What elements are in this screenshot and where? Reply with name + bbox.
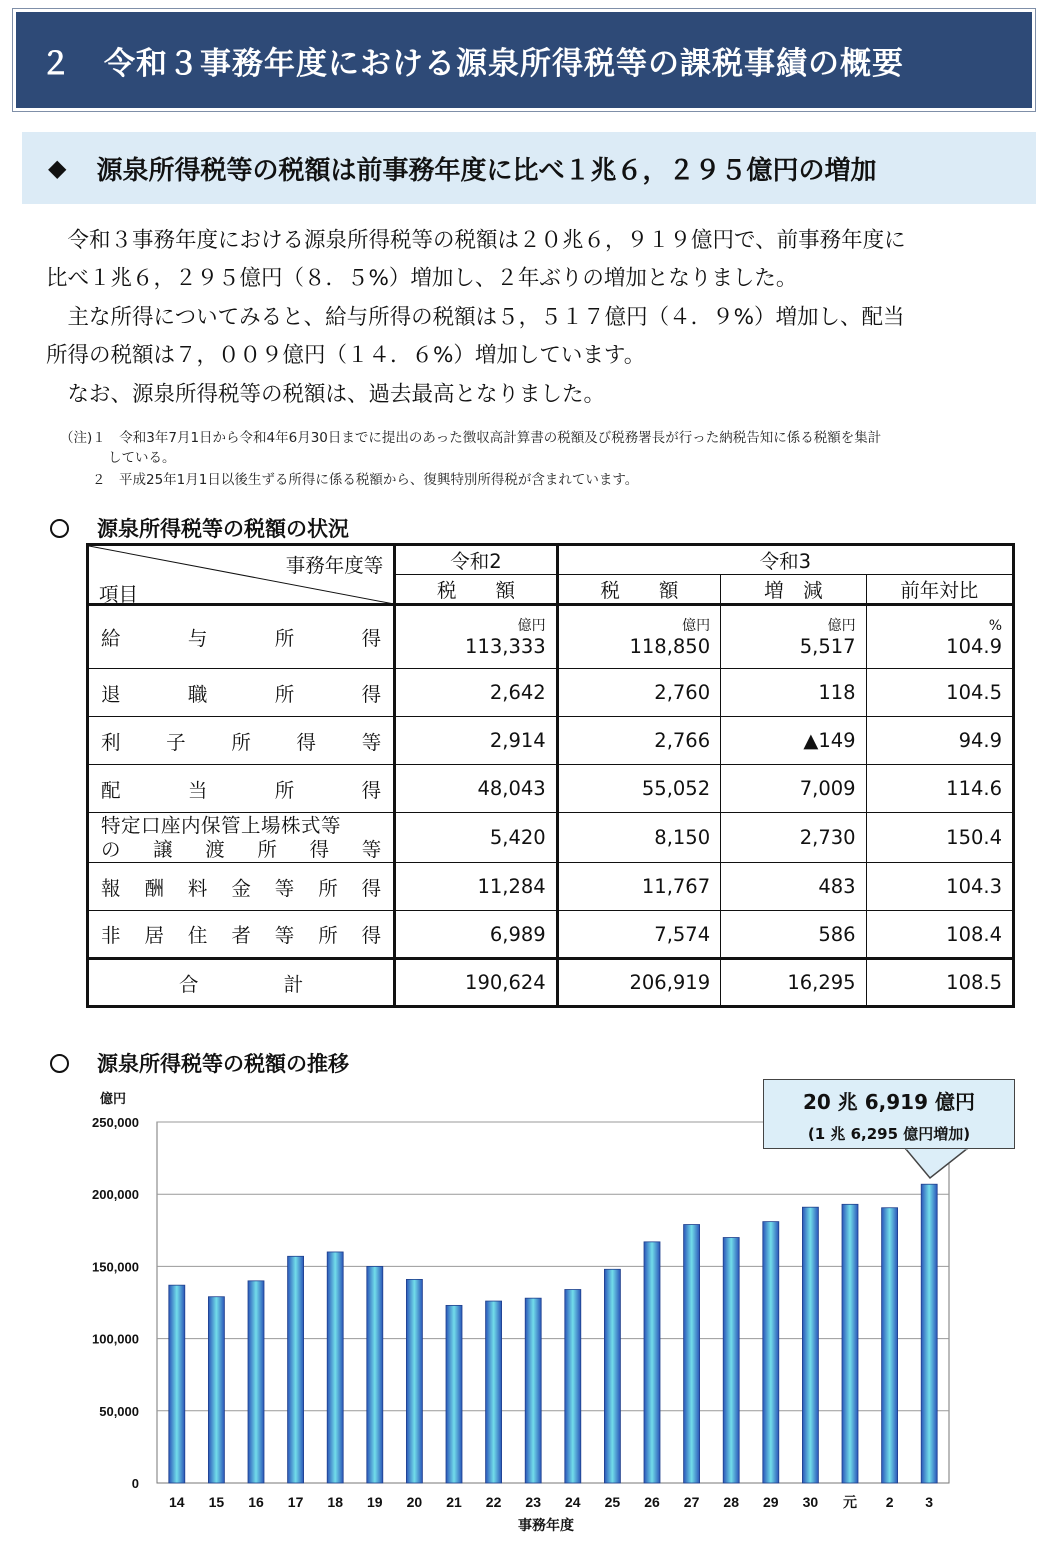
row-label-cell	[88, 717, 395, 765]
x-tick-label: 30	[802, 1494, 819, 1510]
value-cell	[395, 911, 557, 959]
unit-label: %	[988, 617, 1002, 634]
value-cell	[721, 669, 866, 717]
note-2: ２ 平成25年1月1日以後生ずる所得に係る税額から、復興特別所得税が含まれています。	[92, 472, 639, 488]
x-tick-label: 21	[446, 1494, 462, 1510]
row-label-char: 等	[361, 730, 382, 754]
table-row	[88, 813, 1014, 863]
value: 5,420	[489, 826, 546, 849]
y-tick-label: 250,000	[92, 1115, 139, 1130]
unit-label: 億円	[827, 617, 856, 634]
value: 104.9	[946, 634, 1002, 658]
value-cell	[866, 669, 1013, 717]
value: 11,767	[641, 875, 711, 898]
x-tick-label: 3	[925, 1494, 934, 1510]
x-tick-label: 27	[683, 1494, 700, 1510]
row-label-char: 職	[187, 682, 208, 706]
value: 2,914	[489, 729, 546, 752]
row-label-char: 配	[101, 778, 121, 802]
body-line-4: 所得の税額は７，００９億円（１４．６%）増加しています。	[46, 343, 646, 368]
row-label-char: 所	[231, 730, 251, 754]
row-label-line1: 特定口座内保管上場株式等	[101, 813, 342, 837]
unit-label: 億円	[682, 617, 711, 634]
value: 104.5	[946, 681, 1002, 704]
row-label-char: 合	[179, 972, 199, 996]
row-label	[101, 623, 381, 651]
body-line-1: 令和３事務年度における源泉所得税等の税額は２０兆６，９１９億円で、前事務年度に	[46, 228, 906, 253]
value: 7,574	[654, 922, 711, 946]
value-cell	[395, 669, 557, 717]
x-tick-label: 29	[763, 1494, 779, 1510]
table-row	[88, 605, 1014, 669]
row-label-char: 退	[101, 682, 121, 706]
x-tick-label: 28	[723, 1494, 739, 1510]
table-row	[88, 911, 1014, 959]
row-label	[179, 969, 303, 997]
bar	[763, 1222, 779, 1483]
banner-background	[16, 12, 1032, 108]
y-tick-label: 100,000	[92, 1331, 139, 1347]
row-label-char: 非	[101, 924, 121, 947]
row-label-char: 計	[283, 972, 304, 996]
header-reiwa2: 令和2	[395, 545, 557, 575]
header-ratio: 前年対比	[866, 575, 1013, 605]
value: 190,624	[465, 971, 546, 994]
row-label-char: 等	[361, 837, 382, 861]
row-label-cell	[88, 765, 395, 813]
bar	[446, 1305, 462, 1483]
body-line-3: 主な所得についてみると、給与所得の税額は５，５１７億円（４．９%）増加し、配当	[46, 305, 905, 330]
value-cell	[721, 813, 866, 863]
header-item: 項目	[99, 583, 139, 606]
bar	[882, 1208, 898, 1483]
row-label	[101, 679, 381, 707]
headline-text: 源泉所得税等の税額は前事務年度に比べ１兆６，２９５億円の増加	[96, 155, 877, 186]
value-cell	[721, 717, 866, 765]
header-r2-tax: 税 額	[395, 575, 557, 605]
unit-label: 億円	[517, 617, 546, 634]
value-cell	[395, 717, 557, 765]
value-cell	[866, 605, 1013, 669]
table-section-title	[50, 513, 349, 543]
bar	[723, 1238, 739, 1483]
value: 150.4	[946, 826, 1002, 849]
x-tick-label: 24	[565, 1494, 581, 1510]
row-label-char: 者	[231, 924, 251, 947]
x-tick-label: 17	[287, 1494, 304, 1510]
row-label	[101, 873, 381, 901]
value-cell	[721, 863, 866, 911]
value-cell	[557, 717, 720, 765]
x-tick-label: 元	[843, 1494, 857, 1510]
row-label-char: 子	[166, 730, 186, 754]
row-label-cell	[88, 605, 395, 669]
table-row	[88, 765, 1014, 813]
bar	[644, 1242, 660, 1483]
header-reiwa3: 令和3	[557, 545, 1013, 575]
y-tick-label: 200,000	[92, 1187, 139, 1203]
bar	[406, 1279, 422, 1483]
row-label-char: 報	[101, 876, 121, 900]
diamond-icon: ◆	[48, 154, 67, 182]
header-fiscal-year: 事務年度等	[285, 554, 384, 577]
total-label-cell	[88, 959, 395, 1007]
bar	[486, 1301, 502, 1483]
bar	[208, 1297, 224, 1483]
row-label-char: 与	[187, 627, 208, 650]
x-tick-label: 22	[485, 1494, 502, 1510]
value-cell	[866, 959, 1013, 1007]
value: 2,642	[489, 681, 546, 704]
row-label-char: 給	[101, 627, 121, 650]
value-cell	[557, 959, 720, 1007]
plot-area	[157, 1122, 949, 1483]
body-line-2: 比べ１兆６，２９５億円（８．５%）増加し、２年ぶりの増加となりました。	[46, 266, 798, 291]
bar	[802, 1207, 818, 1483]
row-label-char: 料	[187, 876, 208, 900]
x-tick-label: 2	[885, 1494, 894, 1510]
y-tick-label: 0	[131, 1476, 139, 1491]
x-tick-label: 16	[248, 1494, 264, 1510]
row-label-char: 利	[101, 730, 121, 754]
x-tick-label: 23	[525, 1494, 541, 1510]
row-label-char: 等	[274, 876, 295, 900]
bar	[604, 1269, 620, 1483]
value-cell	[395, 813, 557, 863]
bar	[367, 1266, 383, 1483]
row-label-char: 酬	[144, 876, 164, 900]
row-label-char: 得	[296, 730, 317, 754]
x-tick-label: 19	[367, 1494, 383, 1510]
section-banner	[12, 8, 1036, 112]
row-label-char: 所	[318, 876, 338, 900]
value: ▲149	[803, 729, 856, 752]
row-label-char: 所	[274, 778, 295, 802]
banner-title: ２ 令和３事務年度における源泉所得税等の課税事績の概要	[40, 45, 904, 82]
table-row	[88, 717, 1014, 765]
row-label-char: 得	[361, 627, 382, 650]
value-cell	[866, 717, 1013, 765]
x-tick-label: 25	[604, 1494, 621, 1510]
value-cell	[395, 605, 557, 669]
row-label-char: 得	[361, 876, 382, 900]
value: 118	[818, 681, 856, 704]
y-axis-unit: 億円	[99, 1092, 126, 1107]
callout-box	[763, 1079, 1015, 1149]
row-label	[101, 838, 381, 862]
table-row	[88, 863, 1014, 911]
callout-main: 20 兆 6,919 億円	[803, 1090, 975, 1114]
value-cell	[395, 863, 557, 911]
value-cell	[557, 813, 720, 863]
value: 5,517	[799, 634, 856, 658]
row-label-char: 当	[187, 778, 208, 802]
row-label-char: 所	[257, 837, 277, 861]
row-label-char: 所	[318, 924, 338, 947]
value-cell	[721, 911, 866, 959]
row-label	[101, 727, 381, 755]
row-label-char: 渡	[205, 837, 225, 861]
value: 113,333	[465, 634, 546, 658]
row-label-char: 居	[144, 924, 164, 947]
header-change: 増 減	[721, 575, 866, 605]
value-cell	[866, 813, 1013, 863]
value: 2,766	[654, 729, 711, 752]
row-label-char: 等	[274, 924, 295, 947]
row-label-char: 得	[361, 682, 382, 706]
value: 2,730	[799, 826, 856, 849]
row-label-char: 所	[274, 627, 295, 650]
row-label-char: 金	[231, 876, 251, 900]
body-line-5: なお、源泉所得税等の税額は、過去最高となりました。	[46, 382, 606, 407]
value-cell	[557, 911, 720, 959]
value-cell	[721, 959, 866, 1007]
value: 7,009	[799, 777, 856, 800]
value: 104.3	[946, 875, 1002, 898]
bar	[288, 1256, 304, 1483]
row-label	[101, 775, 381, 803]
table-row	[88, 669, 1014, 717]
value: 586	[818, 922, 856, 946]
table-title: 源泉所得税等の税額の状況	[97, 517, 349, 541]
row-label-char: 得	[361, 924, 382, 947]
bar	[169, 1285, 185, 1483]
table-body	[88, 605, 1014, 1007]
value-cell	[721, 765, 866, 813]
note-1-cont: している。	[108, 450, 176, 466]
row-label-char: の	[101, 837, 121, 861]
note-1: （注)１ 令和3年7月1日から令和4年6月30日までに提出のあった徴収高計算書の税額及び税務署長が行った納税告知に係る税額を集計	[60, 430, 882, 446]
row-label-char: 住	[187, 924, 208, 947]
chart-title: 源泉所得税等の税額の推移	[97, 1052, 349, 1076]
y-tick-label: 50,000	[99, 1403, 139, 1419]
x-tick-label: 14	[169, 1494, 185, 1510]
bar	[248, 1281, 264, 1483]
circle-icon	[50, 519, 69, 538]
x-tick-label: 18	[327, 1494, 343, 1510]
value-cell	[866, 863, 1013, 911]
tax-table	[86, 543, 1015, 1008]
value: 2,760	[654, 681, 711, 704]
bar	[327, 1252, 343, 1483]
header-r3-tax: 税 額	[557, 575, 720, 605]
value: 16,295	[787, 971, 856, 994]
header-diagonal-cell	[88, 545, 395, 605]
value: 206,919	[629, 971, 711, 994]
row-label-char: 所	[274, 682, 295, 706]
headline-box	[22, 132, 1036, 204]
value: 11,284	[477, 875, 546, 898]
row-label-char: 得	[361, 778, 382, 802]
value-cell	[557, 765, 720, 813]
x-tick-label: 26	[644, 1494, 660, 1510]
bar	[842, 1204, 858, 1483]
value: 48,043	[477, 777, 546, 800]
value-cell	[557, 669, 720, 717]
y-tick-label: 150,000	[92, 1259, 139, 1275]
value: 8,150	[654, 826, 711, 849]
value: 483	[818, 875, 856, 898]
value: 114.6	[946, 777, 1002, 800]
value: 6,989	[489, 922, 546, 946]
row-label-cell	[88, 813, 395, 863]
value-cell	[721, 605, 866, 669]
value: 108.5	[946, 971, 1002, 994]
value-cell	[395, 959, 557, 1007]
row-label-char: 得	[309, 837, 330, 861]
value: 108.4	[946, 922, 1002, 946]
value: 118,850	[629, 634, 711, 658]
bar	[921, 1184, 937, 1483]
bar	[525, 1298, 541, 1483]
row-label	[101, 920, 381, 948]
row-label-cell	[88, 863, 395, 911]
value-cell	[557, 863, 720, 911]
value: 94.9	[958, 729, 1002, 752]
row-label-char: 譲	[153, 837, 173, 861]
row-label-cell	[88, 669, 395, 717]
bar	[565, 1290, 581, 1483]
value-cell	[866, 911, 1013, 959]
table-row-total	[88, 959, 1014, 1007]
row-label-cell	[88, 911, 395, 959]
value-cell	[557, 605, 720, 669]
x-tick-label: 20	[406, 1494, 423, 1510]
value-cell	[395, 765, 557, 813]
x-axis-title: 事務年度	[518, 1518, 574, 1534]
value-cell	[866, 765, 1013, 813]
callout-sub: (1 兆 6,295 億円増加)	[807, 1125, 971, 1143]
value: 55,052	[641, 777, 711, 800]
x-tick-label: 15	[208, 1494, 225, 1510]
bar	[684, 1225, 700, 1483]
